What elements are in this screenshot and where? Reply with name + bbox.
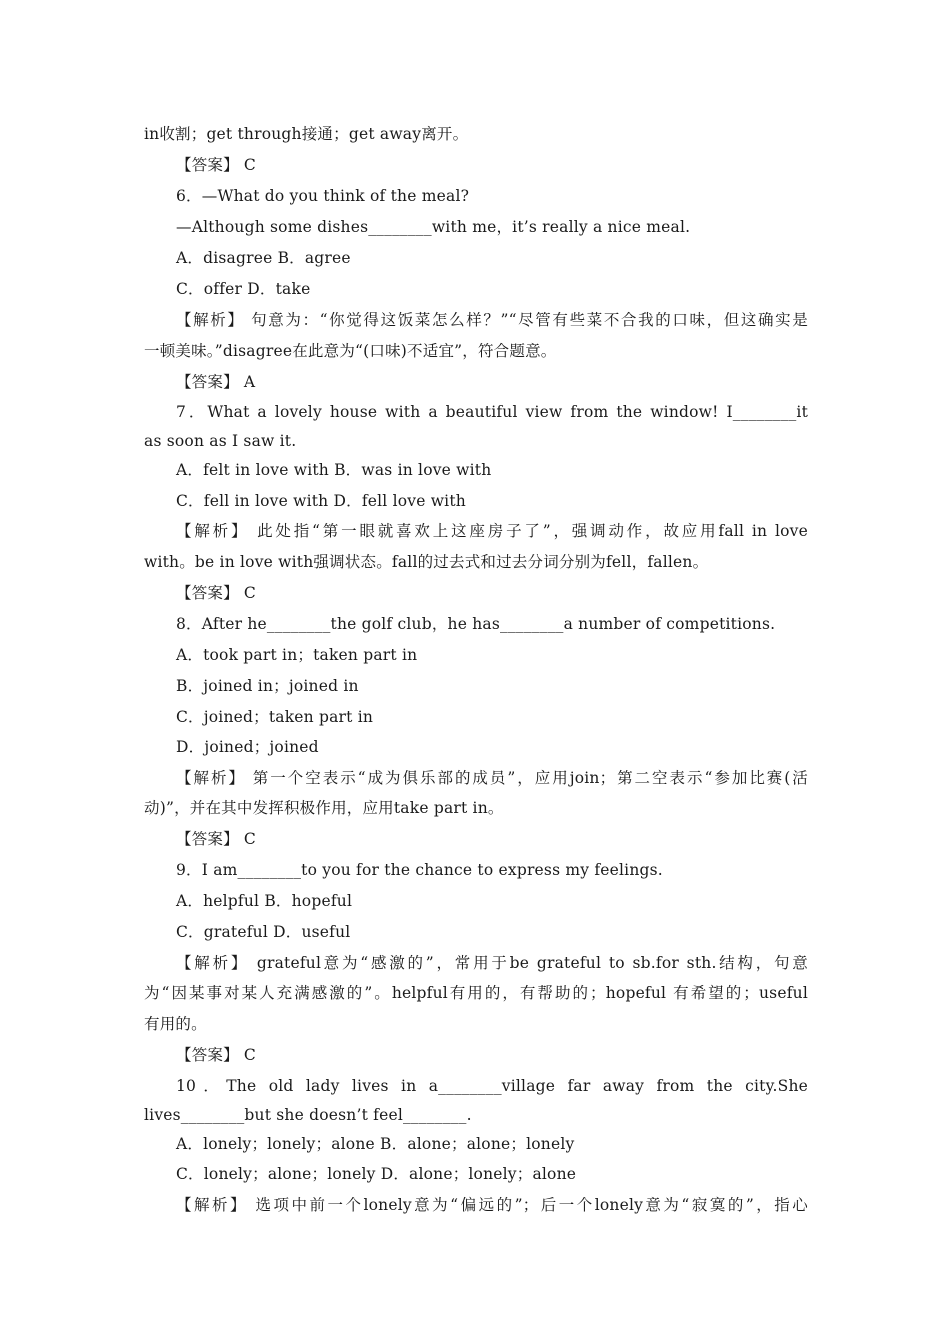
explanation-line: 一顿美味。”disagree在此意为“(口味)不适宜”，符合题意。	[144, 342, 557, 360]
question-line: lives________but she doesn’t feel________.	[144, 1106, 472, 1124]
option-line: D．joined；joined	[176, 738, 319, 756]
explanation-line: 【解析】 grateful意为“感激的”，常用于be grateful to sb.for sth.结构，句意	[176, 954, 808, 972]
explanation-line: 为“因某事对某人充满感激的”。helpful有用的，有帮助的；hopeful 有希望的；useful	[144, 984, 808, 1002]
answer-line: 【答案】 C	[176, 1046, 256, 1064]
explanation-line: 动)”，并在其中发挥积极作用，应用take part in。	[144, 799, 504, 817]
option-line: A．disagree B．agree	[176, 249, 351, 267]
text-line: in收割；get through接通；get away离开。	[144, 125, 469, 143]
answer-line: 【答案】 C	[176, 584, 256, 602]
question-7: 7．What a lovely house with a beautiful view from the window! I________it	[176, 403, 808, 421]
option-line: B．joined in；joined in	[176, 677, 359, 695]
option-line: A．took part in；taken part in	[176, 646, 418, 664]
explanation-line: with。be in love with强调状态。fall的过去式和过去分词分别为fell，fallen。	[144, 553, 709, 571]
question-line: —Although some dishes________with me，it’s really a nice meal.	[176, 218, 691, 236]
answer-line: 【答案】 C	[176, 156, 256, 174]
option-line: C．offer D．take	[176, 280, 311, 298]
question-10: 10．The old lady lives in a________village far away from the city.She	[176, 1077, 808, 1095]
answer-line: 【答案】 A	[176, 373, 256, 391]
explanation-line: 【解析】 句意为：“你觉得这饭菜怎么样？”“尽管有些菜不合我的口味，但这确实是	[176, 311, 808, 329]
option-line: A．felt in love with B．was in love with	[176, 461, 492, 479]
explanation-line: 【解析】 选项中前一个lonely意为“偏远的”；后一个lonely意为“寂寞的”，指心	[176, 1196, 808, 1214]
question-9: 9．I am________to you for the chance to express my feelings.	[176, 861, 663, 879]
option-line: C．lonely；alone；lonely D．alone；lonely；alone	[176, 1165, 577, 1183]
option-line: A．lonely；lonely；alone B．alone；alone；lonely	[176, 1135, 575, 1153]
option-line: A．helpful B．hopeful	[176, 892, 353, 910]
option-line: C．joined；taken part in	[176, 708, 374, 726]
explanation-line: 有用的。	[144, 1015, 207, 1033]
question-8: 8．After he________the golf club，he has________a number of competitions.	[176, 615, 776, 633]
option-line: C．grateful D．useful	[176, 923, 351, 941]
explanation-line: 【解析】 此处指“第一眼就喜欢上这座房子了”，强调动作，故应用fall in love	[176, 522, 808, 540]
option-line: C．fell in love with D．fell love with	[176, 492, 466, 510]
question-6: 6．—What do you think of the meal?	[176, 187, 470, 205]
question-line: as soon as I saw it.	[144, 432, 297, 450]
answer-line: 【答案】 C	[176, 830, 256, 848]
explanation-line: 【解析】 第一个空表示“成为俱乐部的成员”，应用join；第二空表示“参加比赛(活	[176, 769, 808, 787]
